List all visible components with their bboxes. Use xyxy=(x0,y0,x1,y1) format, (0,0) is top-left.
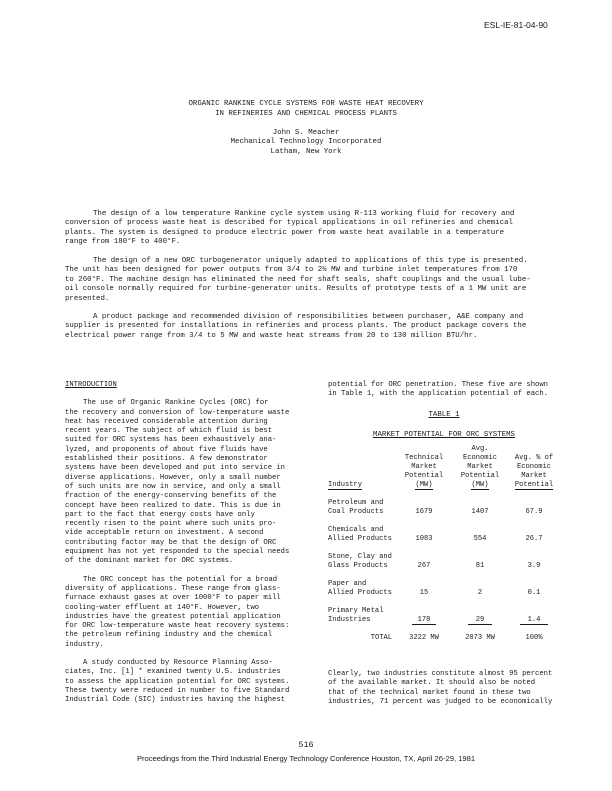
body-line: Industrial Code (SIC) industries having the highest xyxy=(65,696,285,705)
cell-technical: 15 xyxy=(419,589,429,597)
market-potential-table xyxy=(328,445,560,643)
body-line: diverse applications. However, only a small number xyxy=(65,473,281,482)
cell-text: 178 xyxy=(412,616,437,625)
author-location: Latham, New York xyxy=(270,147,342,156)
body-line: of such units are now in service, and only a small xyxy=(65,482,281,491)
table-title-text: MARKET POTENTIAL FOR ORC SYSTEMS xyxy=(373,431,515,439)
header-text: Market xyxy=(521,472,547,480)
cell-text: Industries xyxy=(328,616,371,624)
body-line: industries, 71 percent was judged to be economically xyxy=(328,697,553,706)
cell-total-economic: 2073 MW xyxy=(465,634,495,642)
body-line: ciates, Inc. [1] * examined twenty U.S. industries xyxy=(65,668,281,677)
intro-paragraph-1 xyxy=(65,399,305,566)
body-line: of the available market. It should also be noted xyxy=(328,679,536,688)
body-line: lyzed, and proponents of about five fluids have xyxy=(65,445,268,454)
cell-text: Paper and xyxy=(328,580,367,588)
body-line: recent years. The subject of which fluid is best xyxy=(65,427,273,436)
body-line: heat has received considerable attention during xyxy=(65,417,268,426)
body-line: The use of Organic Rankine Cycles (ORC) for xyxy=(83,399,269,408)
cell-total-percent: 100% xyxy=(525,634,543,642)
body-line: furnace exhaust gases at over 1000°F to paper mill xyxy=(65,594,281,603)
cell-percent: 3.9 xyxy=(527,562,541,570)
header-text: Economic xyxy=(462,454,498,462)
cell-text: Chemicals and xyxy=(328,526,384,534)
header-text: Technical xyxy=(404,454,444,462)
abstract-line: The design of a low temperature Rankine cycle system using R-113 working fluid for recovery and xyxy=(93,210,515,218)
header-text: Potential xyxy=(514,481,554,489)
cell-percent xyxy=(508,607,560,625)
abstract-line: to 260°F. The machine design has eliminated the need for shaft seals, shaft couplings and the usual lube- xyxy=(65,275,531,284)
document-id: ESL-IE-81-04-90 xyxy=(484,20,548,30)
abstract-line: conversion of process waste heat is described for typical applications in oil refineries and chemical xyxy=(65,219,513,228)
body-line: that of the technical market found in these two xyxy=(328,688,531,697)
abstract-line: A product package and recommended division of responsibilities between purchaser, A&E company and xyxy=(93,313,524,321)
title-line-2: IN REFINERIES AND CHEMICAL PROCESS PLANTS xyxy=(215,109,397,118)
table-label-text: TABLE 1 xyxy=(428,411,460,419)
cell-text: 1.4 xyxy=(520,616,549,625)
abstract-line: supplier is presented for installations in refineries and process plants. The product package covers the xyxy=(65,322,527,331)
cell-text: Allied Products xyxy=(328,535,392,543)
header-text: Avg. % of xyxy=(514,454,554,462)
body-line: A study conducted by Resource Planning Asso- xyxy=(83,659,273,668)
body-line: to assess the application potential for ORC systems. xyxy=(65,677,290,686)
cell-text: Petroleum and xyxy=(328,499,384,507)
body-line: These twenty were reduced in number to five Standard xyxy=(65,686,290,695)
body-line: systems have been developed and put into service in xyxy=(65,464,285,473)
table-header-row xyxy=(328,445,560,490)
body-line: Clearly, two industries constitute almost 95 percent xyxy=(328,670,553,678)
cell-economic: 1407 xyxy=(471,508,489,516)
author-name: John S. Meacher xyxy=(272,129,340,137)
abstract-line: plants. The system is designed to produce electric power from waste heat available in a temperature xyxy=(65,228,505,237)
body-line: in Table 1, with the application potential of each. xyxy=(328,390,548,399)
header-text: Market xyxy=(467,463,493,471)
cell-industry xyxy=(328,526,396,544)
table-row xyxy=(328,526,560,544)
table-row xyxy=(328,607,560,625)
header-text: Potential xyxy=(460,472,500,480)
paper-title xyxy=(0,100,612,119)
cell-economic: 81 xyxy=(475,562,485,570)
abstract-line: range from 180°F to 400°F. xyxy=(65,238,181,247)
header-text: (MW) xyxy=(471,481,489,489)
body-line: the petroleum refining industry and the chemical xyxy=(65,631,273,640)
body-line: for ORC low-temperature waste heat recovery systems: xyxy=(65,622,290,631)
header-text: Market xyxy=(411,463,437,471)
cell-economic: 2 xyxy=(477,589,483,597)
header-text: Avg. xyxy=(471,445,489,453)
cell-text: 29 xyxy=(468,616,493,625)
body-line: part to the fact that energy costs have only xyxy=(65,510,255,519)
cell-total-label: TOTAL xyxy=(370,634,392,642)
cell-text: Stone, Clay and xyxy=(328,553,392,561)
abstract-line: oil console normally required for turbine-generator units. Results of prototype tests of a 1 MW unit are xyxy=(65,285,527,294)
header-text: Economic xyxy=(516,463,552,471)
body-line: industries have the greatest potential application xyxy=(65,612,281,621)
cell-percent: 26.7 xyxy=(525,535,543,543)
cell-industry xyxy=(328,580,396,598)
table-label xyxy=(328,411,560,419)
header-text: (MW) xyxy=(415,481,433,489)
body-line: contributing factor may be that the design of ORC xyxy=(65,538,277,547)
cell-text: Glass Products xyxy=(328,562,388,570)
table-row xyxy=(328,580,560,598)
cell-technical: 1679 xyxy=(415,508,433,516)
body-line: industry. xyxy=(65,640,104,649)
cell-economic xyxy=(452,607,508,625)
abstract-line: presented. xyxy=(65,294,110,303)
title-line-1: ORGANIC RANKINE CYCLE SYSTEMS FOR WASTE HEAT RECOVERY xyxy=(188,100,424,108)
body-line: potential for ORC penetration. These five are shown xyxy=(328,381,548,389)
abstract-paragraph-1 xyxy=(65,210,550,248)
body-line: vide acceptable return on investment. A second xyxy=(65,529,264,538)
body-line: the recovery and conversion of low-temperature waste xyxy=(65,408,290,417)
right-column xyxy=(328,381,560,400)
body-line: fraction of the energy-conserving benefits of the xyxy=(65,492,277,501)
author-affiliation: Mechanical Technology Incorporated xyxy=(230,138,382,147)
header-percent xyxy=(508,445,560,490)
body-line: The ORC concept has the potential for a broad xyxy=(83,575,278,584)
body-line: suited for ORC systems has been exhaustively ana- xyxy=(65,436,277,445)
body-line: established their positions. A few demonstrator xyxy=(65,455,268,464)
cell-text: Coal Products xyxy=(328,508,384,516)
right-column-closing xyxy=(328,670,560,707)
abstract-paragraph-2 xyxy=(65,257,550,304)
table-title xyxy=(328,431,560,439)
abstract-line: The unit has been designed for power outputs from 3/4 to 2½ MW and turbine inlet temperatures from 170 xyxy=(65,266,518,275)
author-block xyxy=(0,129,612,157)
page-number: 516 xyxy=(298,740,314,750)
cell-industry xyxy=(328,607,396,625)
left-column xyxy=(65,381,305,706)
header-text: Potential xyxy=(404,472,444,480)
header-industry-text: Industry xyxy=(328,481,363,489)
table-row xyxy=(328,553,560,571)
cell-technical xyxy=(396,607,452,625)
section-heading-introduction: INTRODUCTION xyxy=(65,381,117,389)
body-line: cooling-water effluent at 140°F. However, two xyxy=(65,603,260,612)
intro-paragraph-2 xyxy=(65,576,305,650)
intro-paragraph-3 xyxy=(65,659,305,705)
header-economic xyxy=(452,445,508,490)
cell-percent: 0.1 xyxy=(527,589,541,597)
header-technical xyxy=(396,445,452,490)
body-line: equipment has not yet responded to the special needs xyxy=(65,548,290,557)
cell-text: Allied Products xyxy=(328,589,392,597)
cell-text: Primary Metal xyxy=(328,607,384,615)
table-total-row xyxy=(328,634,560,643)
cell-technical: 267 xyxy=(417,562,431,570)
body-line: concept have been realized to date. This is due in xyxy=(65,501,281,510)
cell-industry xyxy=(328,553,396,571)
body-line: of the dominant market for ORC systems. xyxy=(65,557,234,566)
cell-industry xyxy=(328,499,396,517)
cell-total-technical: 3222 MW xyxy=(409,634,439,642)
abstract-paragraph-3 xyxy=(65,313,550,341)
abstract-line: electrical power range from 3/4 to 5 MW and waste heat streams from 20 to 130 million BTU/hr. xyxy=(65,331,478,340)
abstract-line: The design of a new ORC turbogenerator uniquely adapted to applications of this type is presented. xyxy=(93,257,528,265)
conference-footer: Proceedings from the Third Industrial Energy Technology Conference Houston, TX, April 26-29, 1981 xyxy=(136,754,476,763)
cell-technical: 1083 xyxy=(415,535,433,543)
table-row xyxy=(328,499,560,517)
cell-percent: 67.9 xyxy=(525,508,543,516)
body-line: recently risen to the point where such units pro- xyxy=(65,520,277,529)
header-industry xyxy=(328,445,396,490)
cell-economic: 554 xyxy=(473,535,487,543)
body-line: diversity of applications. These range from glass- xyxy=(65,584,281,593)
